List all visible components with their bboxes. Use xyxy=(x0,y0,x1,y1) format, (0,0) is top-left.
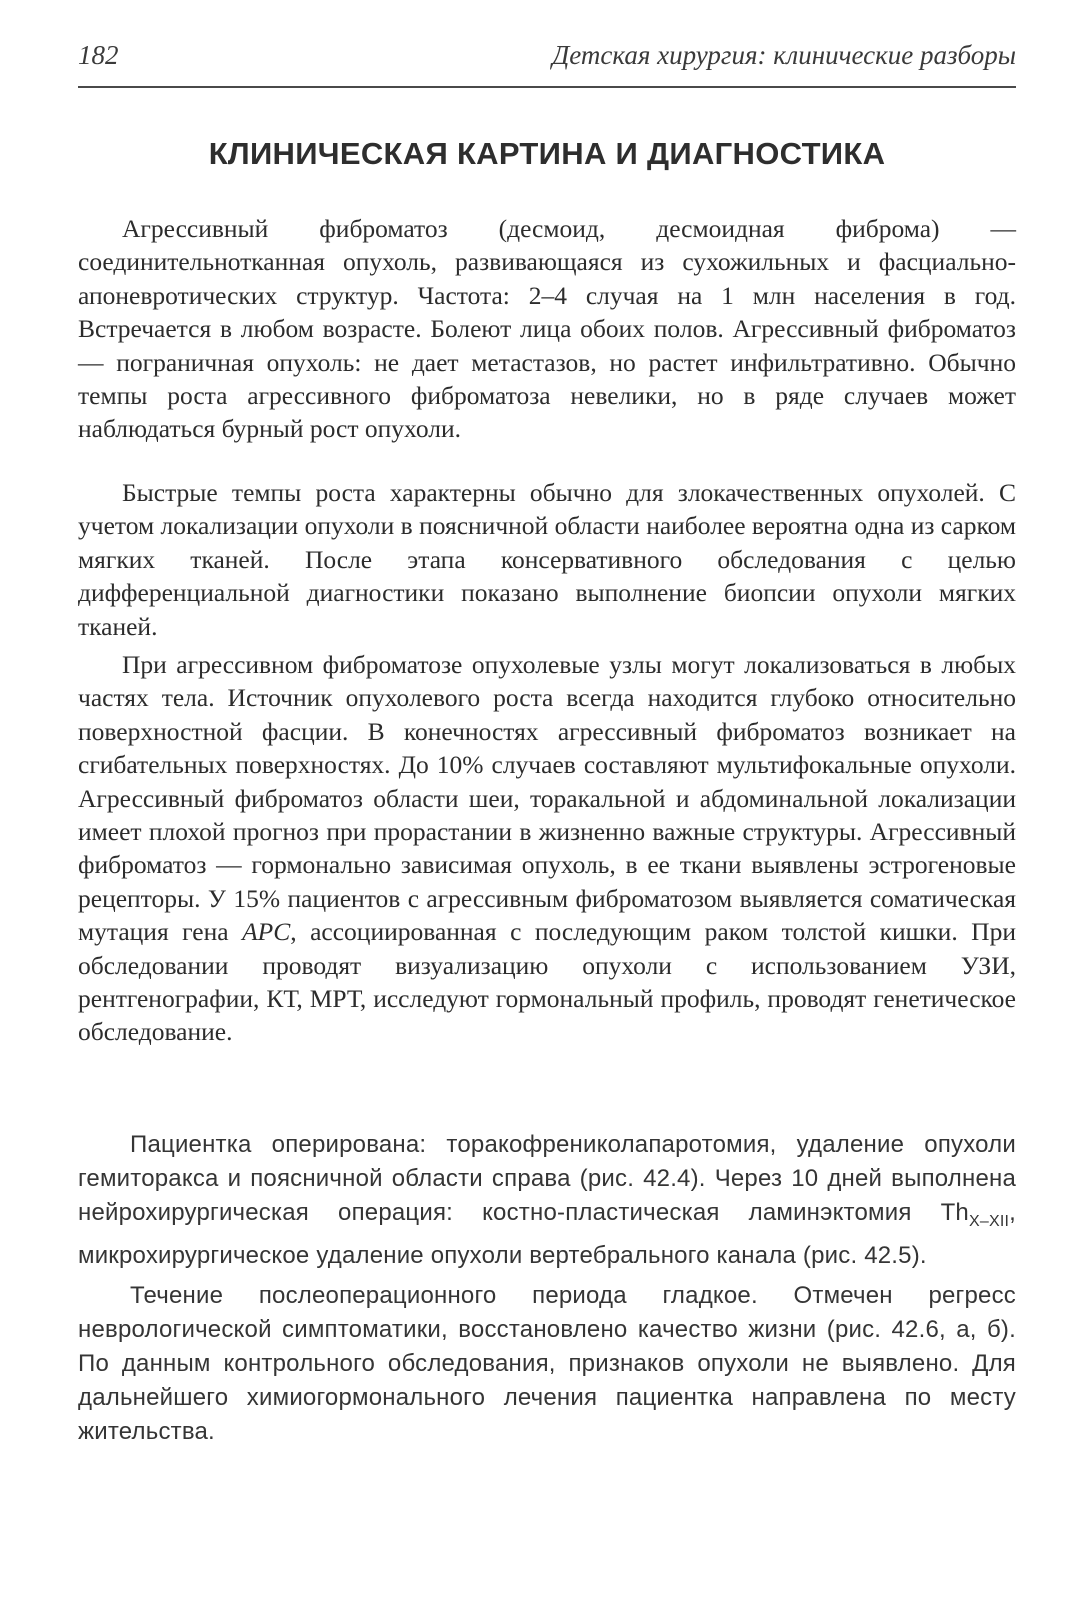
paragraph-definition: Агрессивный фиброматоз (десмоид, десмоидная фиброма) — соединительнотканная опухоль, развивающаяся из сухожильных и фасциально-апоневротических структур. Частота: 2–4 случая на 1 млн населения в год. Встречается в любом возрасте. Болеют лица обоих полов. Агрессивный фиброматоз — пограничная опухоль: не дает метастазов, но растет инфильтративно. Обычно темпы роста агрессивного фиброматоза невелики, но в ряде случаев может наблюдаться бурный рост опухоли. xyxy=(78,214,1016,444)
gene-name: APC xyxy=(242,917,291,947)
vertebra-subscript: X–XII xyxy=(968,1213,1010,1230)
case-paragraph-outcome: Течение послеоперационного периода гладкое. Отмечен регресс неврологической симптоматики, восстановлено качество жизни (рис. 42.6, а, б). По данным контрольного обследования, признаков опухоли не выявлено. Для дальнейшего химиогормонального лечения пациентка направлена по месту жительства. xyxy=(78,1282,1016,1445)
case-surgery-text-a: Пациентка оперирована: торакофрениколапаротомия, удаление опухоли гемиторакса и поясничной области справа (рис. 42.4). Через 10 дней выполнена нейрохирургическая операция: костно-пластическая ламинэктомия Th xyxy=(78,1131,1016,1226)
section-heading: КЛИНИЧЕСКАЯ КАРТИНА И ДИАГНОСТИКА xyxy=(208,136,886,171)
case-paragraph-surgery xyxy=(78,1128,1016,1273)
case-surgery-text-b: , микрохирургическое удаление опухоли вертебрального канала (рис. 42.5). xyxy=(78,1199,1016,1269)
page-number: 182 xyxy=(78,40,119,70)
paragraph-localization-text-b: , ассоциированная с последующим раком толстой кишки. При обследовании проводят визуализацию опухоли с использованием УЗИ, рентгенографии, КТ, МРТ, исследуют гормональный профиль, проводят генетическое обследование. xyxy=(78,917,1016,1047)
case-description xyxy=(78,1128,1016,1449)
paragraph-differential: Быстрые темпы роста характерны обычно для злокачественных опухолей. С учетом локализации опухоли в поясничной области наиболее вероятна одна из сарком мягких тканей. После этапа консервативного обследования с целью дифференциальной диагностики показано выполнение биопсии опухоли мягких тканей. xyxy=(78,478,1016,641)
header-rule xyxy=(78,86,1016,88)
book-title: Детская хирургия: клинические разборы xyxy=(552,40,1016,70)
paragraph-localization xyxy=(78,648,1016,1049)
paragraph-localization-text-a: При агрессивном фиброматозе опухолевые узлы могут локализоваться в любых частях тела. Источник опухолевого роста всегда находится глубоко относительно поверхностной фасции. В конечностях агрессивный фиброматоз возникает на сгибательных поверхностях. До 10% случаев составляют мультифокальные опухоли. Агрессивный фиброматоз области шеи, торакальной и абдоминальной локализации имеет плохой прогноз при прорастании в жизненно важные структуры. Агрессивный фиброматоз — гормонально зависимая опухоль, в ее ткани выявлены эстрогеновые рецепторы. У 15% пациентов с агрессивным фиброматозом выявляется соматическая мутация гена xyxy=(78,650,1016,947)
running-head xyxy=(78,40,1016,80)
